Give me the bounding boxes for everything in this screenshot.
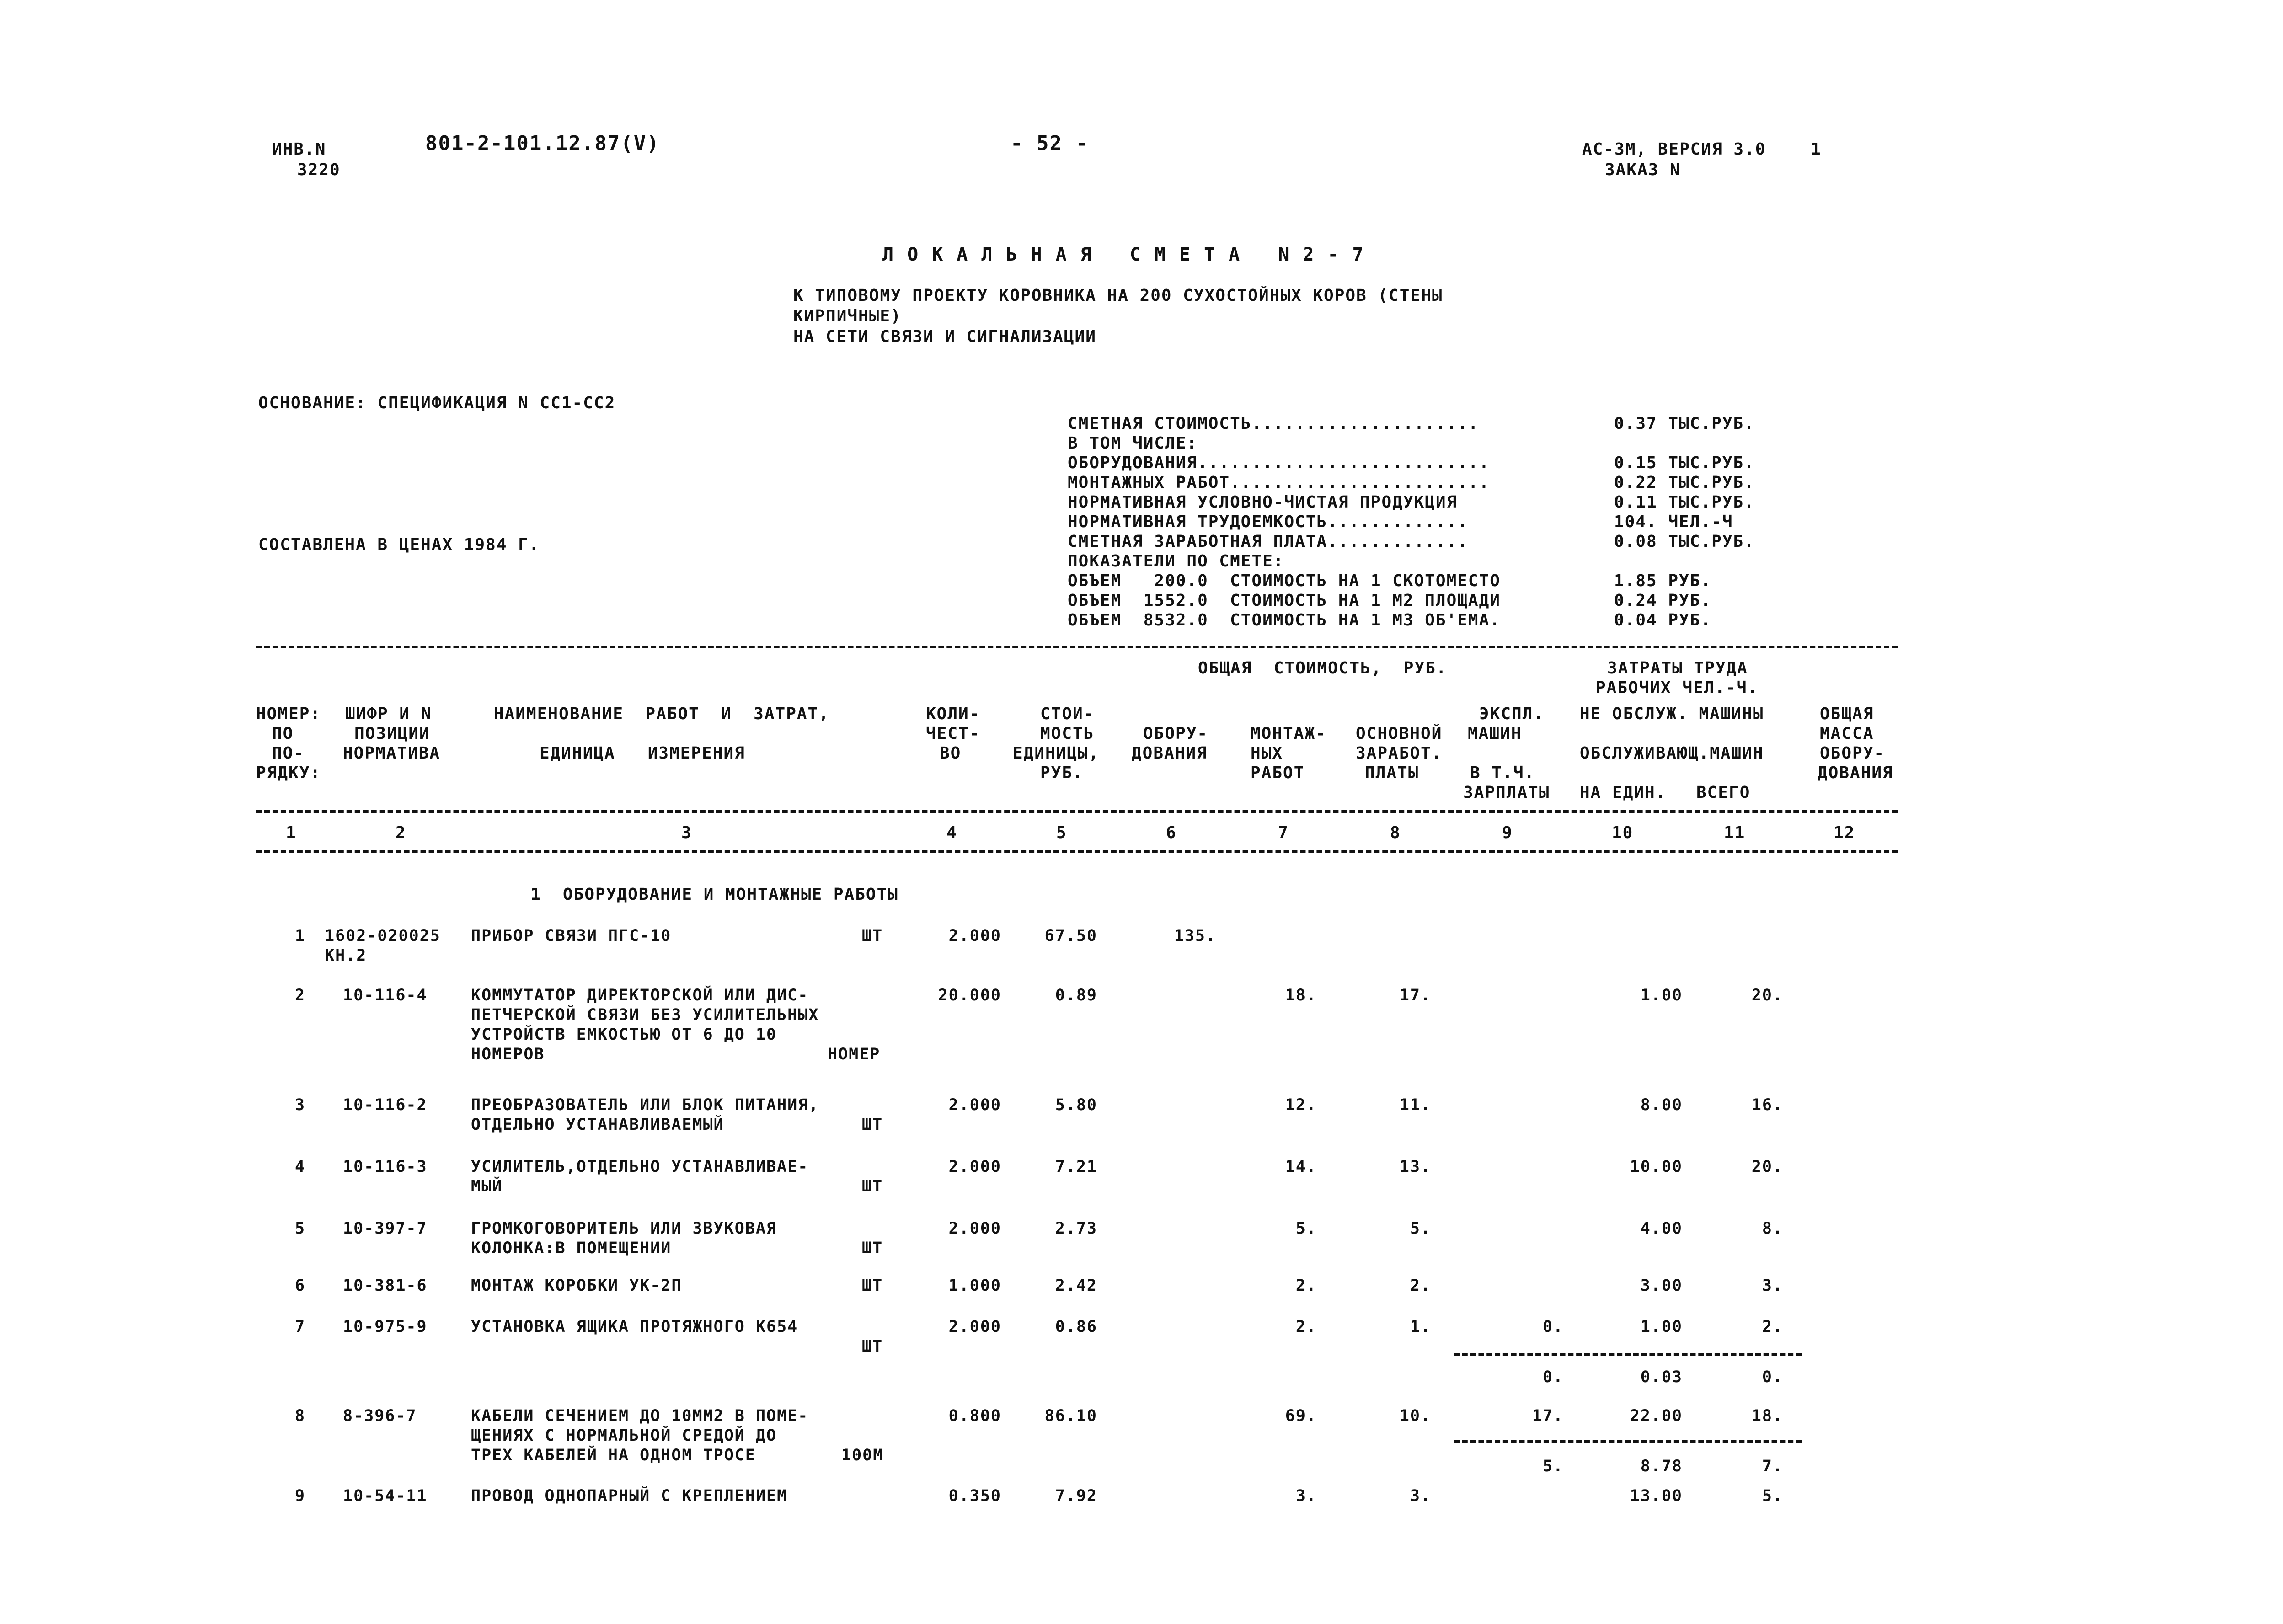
row-code: 1602-020025 <box>325 927 441 945</box>
col-code-label-3: НОРМАТИВА <box>343 744 441 763</box>
row-code-extra: КН.2 <box>325 946 367 965</box>
row-unit-price: 0.86 <box>1055 1318 1097 1336</box>
row-unit-price: 5.80 <box>1055 1096 1097 1114</box>
col-number: 5 <box>1056 823 1067 842</box>
row-unit-price: 7.21 <box>1055 1158 1097 1176</box>
col-mount-label-2: НЫХ <box>1251 744 1283 763</box>
row-code: 10-381-6 <box>343 1277 428 1295</box>
row-quantity: 2.000 <box>948 1158 1001 1176</box>
estimate-title: ЛОКАЛЬНАЯ СМЕТА N2-7 <box>882 244 1377 265</box>
row-unit: ШТ <box>862 1277 883 1295</box>
summary-volume-3-value: 0.04 РУБ. <box>1614 611 1712 630</box>
summary-indicators-label: ПОКАЗАТЕЛИ ПО СМЕТЕ: <box>1068 552 1284 571</box>
row-mounting-cost: 2. <box>1295 1318 1317 1336</box>
row-wage-cost: 5. <box>1410 1219 1431 1238</box>
col-price-label-3: ЕДИНИЦЫ, <box>1013 744 1100 763</box>
summary-equip-value: 0.15 ТЫС.РУБ. <box>1614 454 1755 472</box>
row-name-line: ОТДЕЛЬНО УСТАНАВЛИВАЕМЫЙ <box>471 1116 724 1134</box>
row-unit-price: 2.42 <box>1055 1277 1097 1295</box>
col-number: 3 <box>681 823 692 842</box>
row-number: 6 <box>295 1277 306 1295</box>
row-name-line: ТРЕХ КАБЕЛЕЙ НА ОДНОМ ТРОСЕ <box>471 1446 756 1464</box>
row-wage-cost: 13. <box>1399 1158 1431 1176</box>
row-name-line: ПЕТЧЕРСКОЙ СВЯЗИ БЕЗ УСИЛИТЕЛЬНЫХ <box>471 1006 819 1024</box>
row-unit: ШТ <box>862 1177 883 1196</box>
row-wage-cost: 17. <box>1399 986 1431 1004</box>
summary-labor-label: НОРМАТИВНАЯ ТРУДОЕМКОСТЬ............. <box>1068 513 1468 531</box>
header-top-rule <box>256 646 1898 648</box>
row-quantity: 2.000 <box>948 927 1001 945</box>
title-line-1: К ТИПОВОМУ ПРОЕКТУ КОРОВНИКА НА 200 СУХОСТОЙНЫХ КОРОВ (СТЕНЫ <box>793 286 1443 305</box>
row-wage-cost: 2. <box>1410 1277 1431 1295</box>
col-mass-label-3: ОБОРУ- <box>1820 744 1885 763</box>
summary-total-value: 0.37 ТЫС.РУБ. <box>1614 414 1755 433</box>
row-labor-per-unit: 1.00 <box>1640 986 1683 1004</box>
col-labor-total-label: ВСЕГО <box>1696 783 1751 802</box>
summary-volume-2-value: 0.24 РУБ. <box>1614 591 1712 610</box>
summary-wage-value: 0.08 ТЫС.РУБ. <box>1614 532 1755 551</box>
row-name-line: УСТАНОВКА ЯЩИКА ПРОТЯЖНОГО К654 <box>471 1318 798 1336</box>
row-machine-cost: 0. <box>1542 1318 1564 1336</box>
row-labor-total: 2. <box>1762 1318 1783 1336</box>
row-mounting-cost: 2. <box>1295 1277 1317 1295</box>
row-labor-total: 3. <box>1762 1277 1783 1295</box>
row-name-line: КОЛОНКА:В ПОМЕЩЕНИИ <box>471 1239 672 1257</box>
col-wage-label-1: ОСНОВНОЙ <box>1356 724 1443 743</box>
col-number: 12 <box>1834 823 1855 842</box>
row-quantity: 1.000 <box>948 1277 1001 1295</box>
col-mach-label-1: ЭКСПЛ. <box>1479 705 1545 723</box>
section-title: 1 ОБОРУДОВАНИЕ И МОНТАЖНЫЕ РАБОТЫ <box>530 885 898 904</box>
row-wage-cost: 1. <box>1410 1318 1431 1336</box>
row-labor-per-unit: 10.00 <box>1630 1158 1683 1176</box>
col-num-label-1: НОМЕР: <box>256 705 321 723</box>
row-machine-cost: 17. <box>1532 1407 1564 1425</box>
col-number: 6 <box>1166 823 1177 842</box>
row-code: 10-54-11 <box>343 1487 428 1505</box>
row-subline-rule <box>1454 1353 1802 1356</box>
row-labor-total: 18. <box>1751 1407 1783 1425</box>
col-price-label-2: МОСТЬ <box>1040 724 1095 743</box>
col-number: 11 <box>1724 823 1746 842</box>
col-labor-group-label-1: ЗАТРАТЫ ТРУДА <box>1607 659 1748 678</box>
col-num-label-2: ПО <box>272 724 294 743</box>
row-number: 4 <box>295 1158 306 1176</box>
col-labor-group-label-2: РАБОЧИХ ЧЕЛ.-Ч. <box>1596 678 1759 697</box>
summary-incl-label: В ТОМ ЧИСЛЕ: <box>1068 434 1198 453</box>
row-code: 10-116-3 <box>343 1158 428 1176</box>
row-labor-total: 8. <box>1762 1219 1783 1238</box>
col-qty-label-1: КОЛИ- <box>926 705 980 723</box>
row-quantity: 0.350 <box>948 1487 1001 1505</box>
summary-equip-label: ОБОРУДОВАНИЯ........................... <box>1068 454 1490 472</box>
col-num-label-4: РЯДКУ: <box>256 764 321 782</box>
row-quantity: 2.000 <box>948 1096 1001 1114</box>
inventory-number: 3220 <box>297 160 341 179</box>
inventory-label: ИНВ.N <box>272 140 326 159</box>
row-mounting-cost: 14. <box>1285 1158 1317 1176</box>
summary-volume-1: ОБЪЕМ 200.0 СТОИМОСТЬ НА 1 СКОТОМЕСТО <box>1068 572 1501 590</box>
row-quantity: 2.000 <box>948 1219 1001 1238</box>
row-unit: НОМЕР <box>828 1045 881 1063</box>
summary-net-value: 0.11 ТЫС.РУБ. <box>1614 493 1755 512</box>
document-code: 801-2-101.12.87(V) <box>425 132 660 155</box>
row-unit-price: 7.92 <box>1055 1487 1097 1505</box>
row-wage-cost: 10. <box>1399 1407 1431 1425</box>
title-line-3: НА СЕТИ СВЯЗИ И СИГНАЛИЗАЦИИ <box>793 327 1096 346</box>
col-total-group-label: ОБЩАЯ СТОИМОСТЬ, РУБ. <box>1198 659 1447 678</box>
row-labor-per-unit: 22.00 <box>1630 1407 1683 1425</box>
title-line-2: КИРПИЧНЫЕ) <box>793 307 902 326</box>
summary-total-label: СМЕТНАЯ СТОИМОСТЬ..................... <box>1068 414 1479 433</box>
row-name-line: КАБЕЛИ СЕЧЕНИЕМ ДО 10ММ2 В ПОМЕ- <box>471 1407 809 1425</box>
col-mach-label-2: МАШИН <box>1468 724 1522 743</box>
col-code-label-2: ПОЗИЦИИ <box>354 724 430 743</box>
row-unit: ШТ <box>862 1116 883 1134</box>
row-labor-total: 16. <box>1751 1096 1783 1114</box>
program-version: АС-3М, ВЕРСИЯ 3.0 <box>1582 140 1766 159</box>
row-number: 8 <box>295 1407 306 1425</box>
row-unit: ШТ <box>862 1239 883 1257</box>
col-wage-label-2: ЗАРАБОТ. <box>1356 744 1443 763</box>
summary-mount-label: МОНТАЖНЫХ РАБОТ........................ <box>1068 473 1490 492</box>
col-mount-label-1: МОНТАЖ- <box>1251 724 1326 743</box>
row-name-line: МОНТАЖ КОРОБКИ УК-2П <box>471 1277 682 1295</box>
row-name-line: УСТРОЙСТВ ЕМКОСТЬЮ ОТ 6 ДО 10 <box>471 1026 777 1044</box>
row-name-line: МЫЙ <box>471 1177 503 1196</box>
row-code: 10-975-9 <box>343 1318 428 1336</box>
row-number: 1 <box>295 927 306 945</box>
header-bottom-rule <box>256 850 1898 853</box>
row-mounting-cost: 12. <box>1285 1096 1317 1114</box>
row-code: 10-116-4 <box>343 986 428 1004</box>
row-number: 5 <box>295 1219 306 1238</box>
col-labor-not-label: НЕ ОБСЛУЖ. МАШИНЫ <box>1580 705 1764 723</box>
row-name-line: ПРЕОБРАЗОВАТЕЛЬ ИЛИ БЛОК ПИТАНИЯ, <box>471 1096 819 1114</box>
col-number: 4 <box>946 823 957 842</box>
row-code: 10-397-7 <box>343 1219 428 1238</box>
row-quantity: 0.800 <box>948 1407 1001 1425</box>
row-unit: 100М <box>841 1446 884 1464</box>
row-labor-per-unit: 3.00 <box>1640 1277 1683 1295</box>
row-name-line: КОММУТАТОР ДИРЕКТОРСКОЙ ИЛИ ДИС- <box>471 986 809 1004</box>
row-unit: ШТ <box>862 927 883 945</box>
row-unit-price: 67.50 <box>1044 927 1097 945</box>
row-labor-serv-total: 0. <box>1762 1368 1783 1386</box>
row-code: 10-116-2 <box>343 1096 428 1114</box>
col-mach-label-3: В Т.Ч. <box>1470 764 1535 782</box>
col-mass-label-4: ДОВАНИЯ <box>1818 764 1893 782</box>
col-wage-label-3: ПЛАТЫ <box>1365 764 1419 782</box>
row-subline-rule <box>1454 1440 1802 1443</box>
row-code: 8-396-7 <box>343 1407 417 1425</box>
order-number: ЗАКАЗ N <box>1605 160 1681 179</box>
summary-mount-value: 0.22 ТЫС.РУБ. <box>1614 473 1755 492</box>
row-machine-wage: 5. <box>1542 1457 1564 1475</box>
basis-text: ОСНОВАНИЕ: СПЕЦИФИКАЦИЯ N СС1-СС2 <box>258 394 616 412</box>
col-mount-label-3: РАБОТ <box>1251 764 1305 782</box>
row-name-line: УСИЛИТЕЛЬ,ОТДЕЛЬНО УСТАНАВЛИВАЕ- <box>471 1158 809 1176</box>
row-labor-serv-per-unit: 0.03 <box>1640 1368 1683 1386</box>
col-num-label-3: ПО- <box>272 744 305 763</box>
col-mass-label-2: МАССА <box>1820 724 1874 743</box>
row-number: 3 <box>295 1096 306 1114</box>
col-name-label: НАИМЕНОВАНИЕ РАБОТ И ЗАТРАТ, <box>494 705 829 723</box>
row-name-line: ПРОВОД ОДНОПАРНЫЙ С КРЕПЛЕНИЕМ <box>471 1487 788 1505</box>
row-mounting-cost: 18. <box>1285 986 1317 1004</box>
row-labor-per-unit: 13.00 <box>1630 1487 1683 1505</box>
row-labor-per-unit: 4.00 <box>1640 1219 1683 1238</box>
row-unit: ШТ <box>862 1337 883 1356</box>
row-mounting-cost: 3. <box>1295 1487 1317 1505</box>
col-equip-label-1: ОБОРУ- <box>1143 724 1208 743</box>
col-number: 1 <box>286 823 297 842</box>
row-name-line: НОМЕРОВ <box>471 1045 545 1063</box>
col-price-label-4: РУБ. <box>1040 764 1084 782</box>
col-code-label-1: ШИФР И N <box>345 705 432 723</box>
row-unit-price: 2.73 <box>1055 1219 1097 1238</box>
row-number: 9 <box>295 1487 306 1505</box>
row-equipment-cost: 135. <box>1174 927 1216 945</box>
row-name-line: ПРИБОР СВЯЗИ ПГС-10 <box>471 927 672 945</box>
row-labor-total: 20. <box>1751 986 1783 1004</box>
row-wage-cost: 11. <box>1399 1096 1431 1114</box>
row-machine-wage: 0. <box>1542 1368 1564 1386</box>
col-price-label-1: СТОИ- <box>1040 705 1095 723</box>
col-labor-unit-label: НА ЕДИН. <box>1580 783 1667 802</box>
col-number: 10 <box>1612 823 1634 842</box>
sheet-number: 1 <box>1811 140 1822 159</box>
page-number: - 52 - <box>1011 132 1089 155</box>
row-labor-serv-total: 7. <box>1762 1457 1783 1475</box>
row-labor-per-unit: 1.00 <box>1640 1318 1683 1336</box>
prices-text: СОСТАВЛЕНА В ЦЕНАХ 1984 Г. <box>258 535 540 554</box>
row-labor-per-unit: 8.00 <box>1640 1096 1683 1114</box>
col-qty-label-2: ЧЕСТ- <box>926 724 980 743</box>
col-number: 8 <box>1390 823 1401 842</box>
row-wage-cost: 3. <box>1410 1487 1431 1505</box>
row-quantity: 20.000 <box>938 986 1001 1004</box>
col-mass-label-1: ОБЩАЯ <box>1820 705 1874 723</box>
row-name-line: ЩЕНИЯХ С НОРМАЛЬНОЙ СРЕДОЙ ДО <box>471 1426 777 1445</box>
row-number: 2 <box>295 986 306 1004</box>
col-qty-label-3: ВО <box>940 744 962 763</box>
summary-labor-value: 104. ЧЕЛ.-Ч <box>1614 513 1733 531</box>
summary-wage-label: СМЕТНАЯ ЗАРАБОТНАЯ ПЛАТА............. <box>1068 532 1468 551</box>
col-labor-serv-label: ОБСЛУЖИВАЮЩ.МАШИН <box>1580 744 1764 763</box>
summary-net-label: НОРМАТИВНАЯ УСЛОВНО-ЧИСТАЯ ПРОДУКЦИЯ <box>1068 493 1458 512</box>
summary-volume-2: ОБЪЕМ 1552.0 СТОИМОСТЬ НА 1 М2 ПЛОЩАДИ <box>1068 591 1501 610</box>
col-number: 2 <box>396 823 406 842</box>
col-number: 7 <box>1278 823 1289 842</box>
col-mach-label-4: ЗАРПЛАТЫ <box>1463 783 1550 802</box>
row-mounting-cost: 5. <box>1295 1219 1317 1238</box>
col-equip-label-2: ДОВАНИЯ <box>1132 744 1208 763</box>
summary-volume-1-value: 1.85 РУБ. <box>1614 572 1712 590</box>
col-unit-label: ЕДИНИЦА ИЗМЕРЕНИЯ <box>540 744 745 763</box>
row-name-line: ГРОМКОГОВОРИТЕЛЬ ИЛИ ЗВУКОВАЯ <box>471 1219 777 1238</box>
row-labor-total: 20. <box>1751 1158 1783 1176</box>
row-quantity: 2.000 <box>948 1318 1001 1336</box>
row-unit-price: 86.10 <box>1044 1407 1097 1425</box>
col-number: 9 <box>1502 823 1513 842</box>
row-labor-total: 5. <box>1762 1487 1783 1505</box>
row-mounting-cost: 69. <box>1285 1407 1317 1425</box>
row-number: 7 <box>295 1318 306 1336</box>
header-mid-rule <box>256 810 1898 813</box>
row-labor-serv-per-unit: 8.78 <box>1640 1457 1683 1475</box>
row-unit-price: 0.89 <box>1055 986 1097 1004</box>
summary-volume-3: ОБЪЕМ 8532.0 СТОИМОСТЬ НА 1 М3 ОБ'ЕМА. <box>1068 611 1501 630</box>
